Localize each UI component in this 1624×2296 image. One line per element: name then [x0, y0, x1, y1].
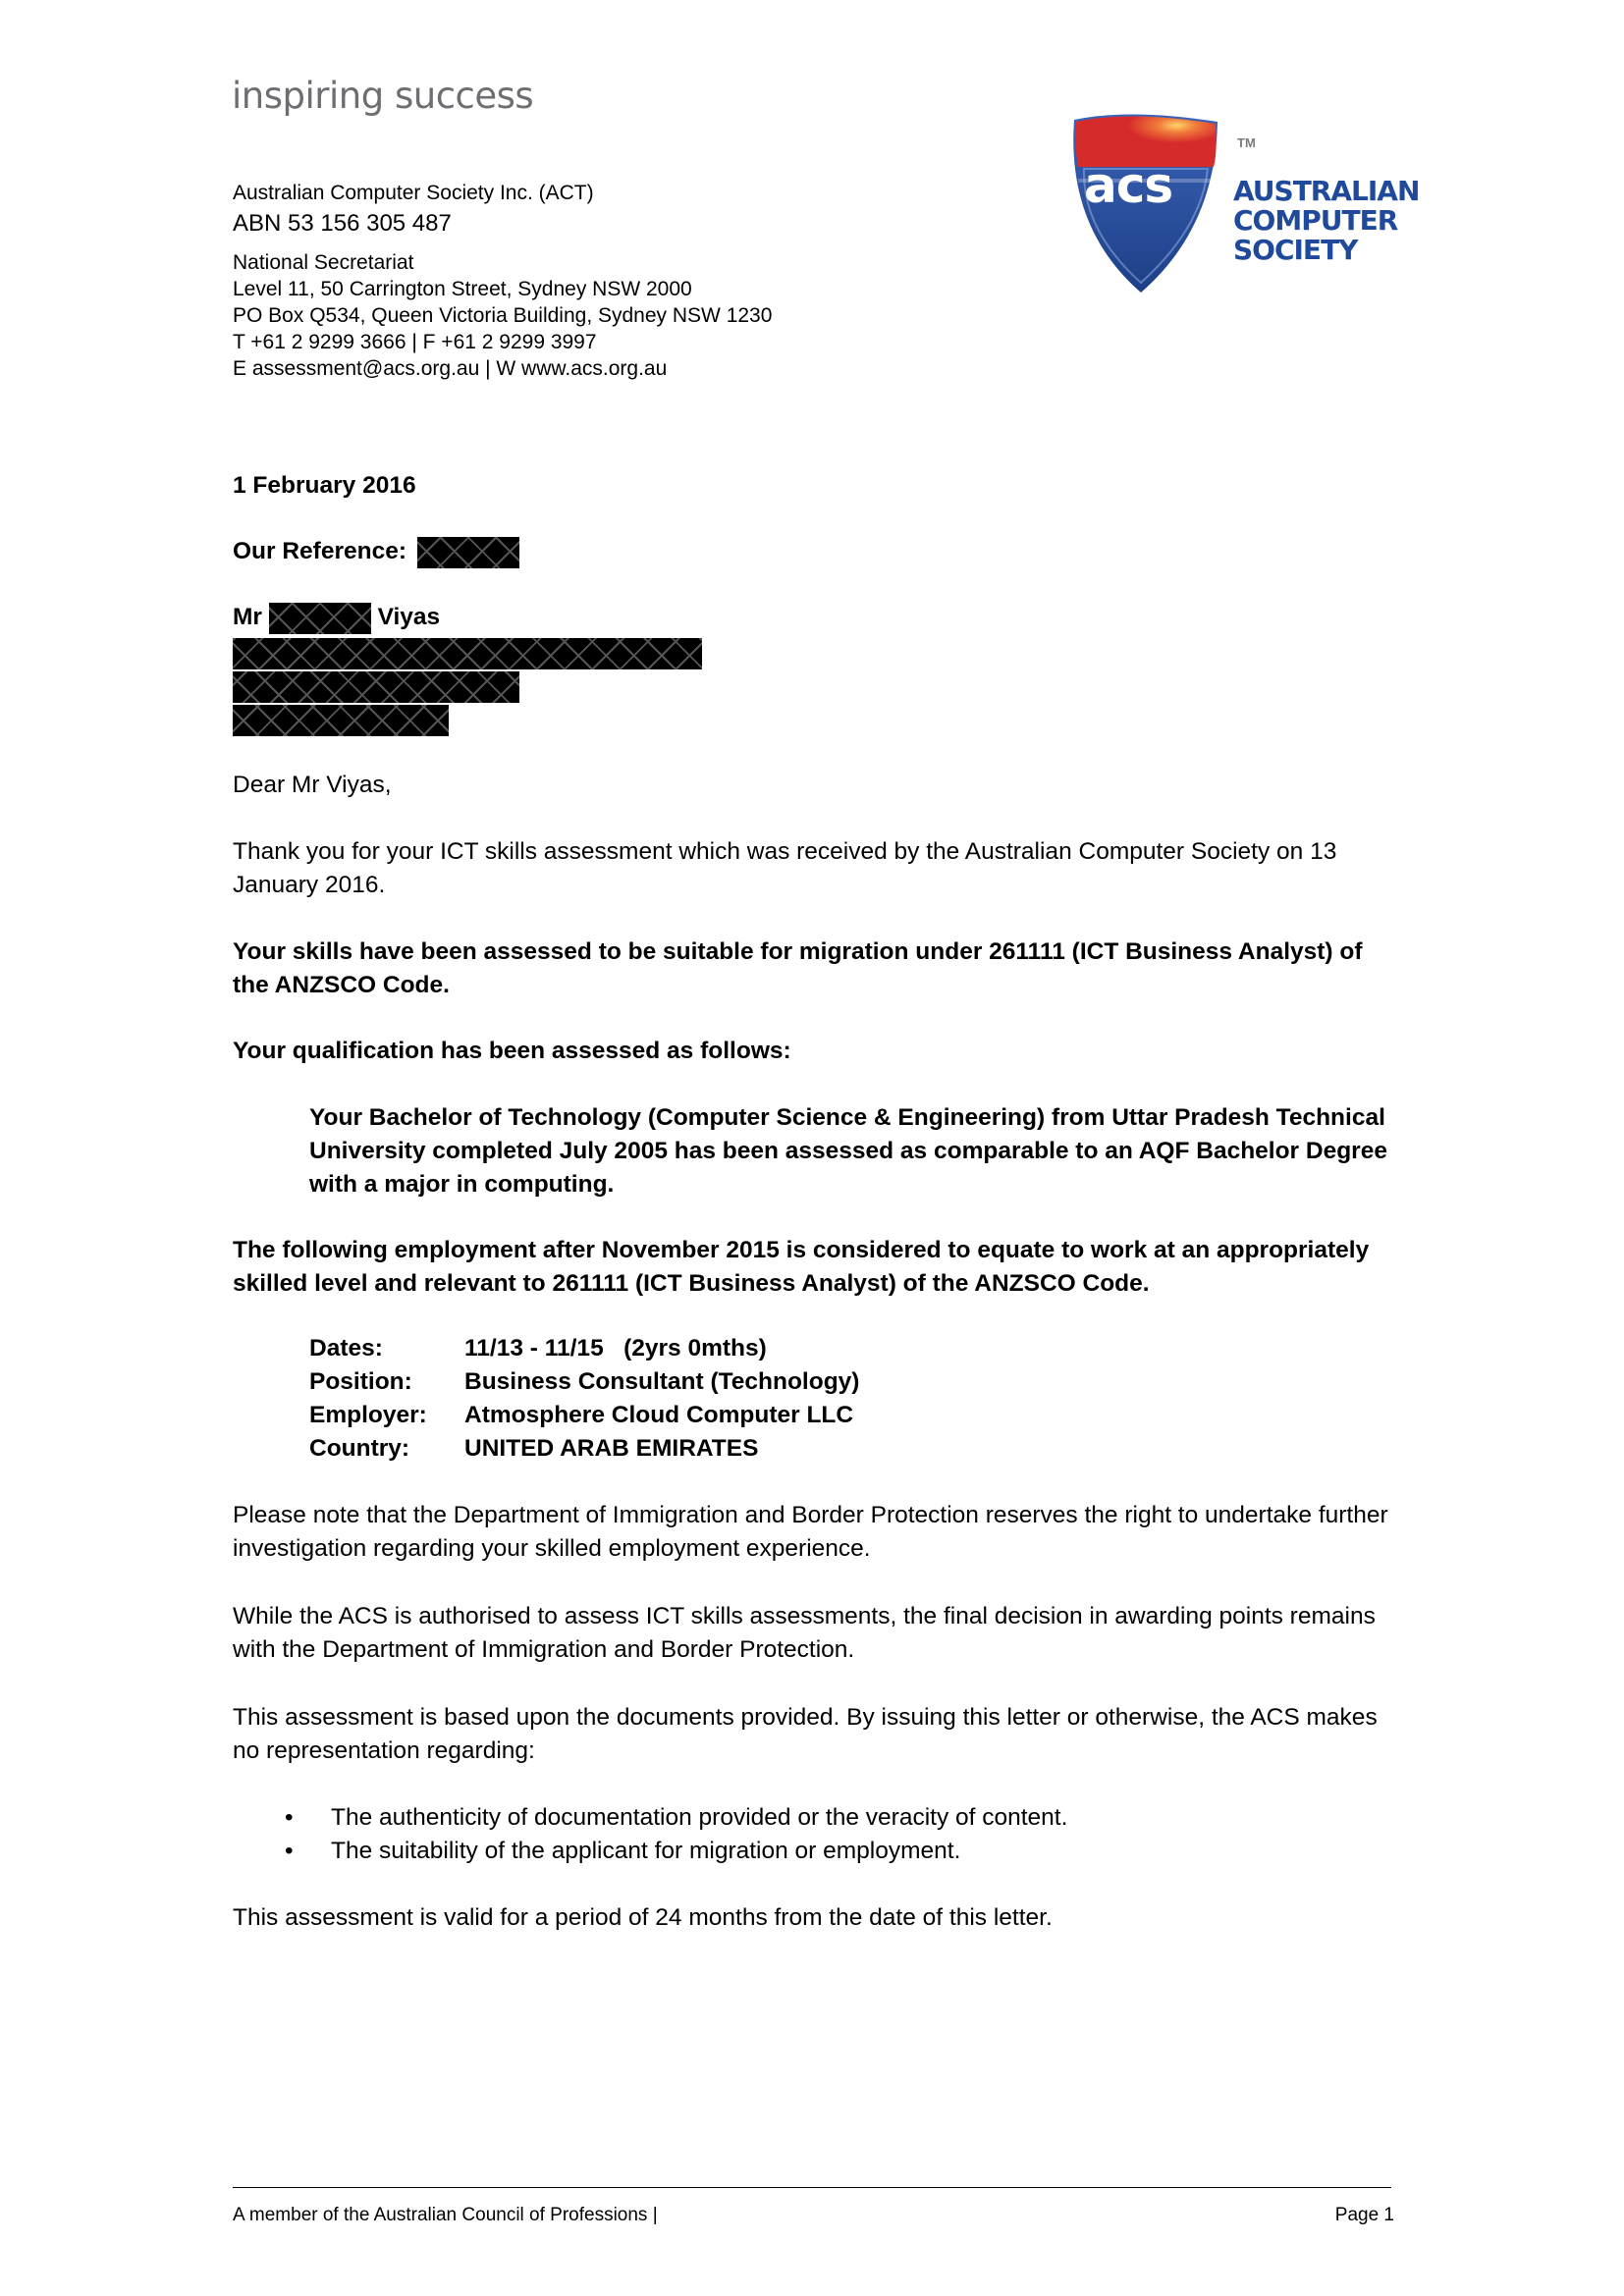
reference-line [233, 535, 1391, 568]
employment-value: Atmosphere Cloud Computer LLC [464, 1402, 854, 1428]
employment-value: Business Consultant (Technology) [464, 1368, 860, 1395]
office-name: National Secretariat [233, 251, 414, 274]
recipient-name [233, 601, 1391, 634]
phone-fax-line: T +61 2 9299 3666 | F +61 2 9299 3997 [233, 331, 597, 353]
employment-row [309, 1399, 859, 1432]
abn: ABN 53 156 305 487 [233, 210, 452, 237]
employment-label: Position: [309, 1368, 412, 1395]
employment-row [309, 1332, 859, 1365]
logo-line-3: SOCIETY [1233, 234, 1358, 266]
employment-heading: The following employment after November 2015 is considered to equate to work at an appropriately skilled level and relevant to 261111 (ICT Business Analyst) of the ANZSCO Code. [233, 1237, 1370, 1297]
logo-tm: TM [1237, 135, 1256, 150]
recipient-surname: Viyas [377, 604, 441, 630]
footer-membership: A member of the Australian Council of Professions | [233, 2205, 658, 2225]
validity-statement: This assessment is valid for a period of 24 months from the date of this letter. [233, 1904, 1053, 1931]
reference-label: Our Reference: [233, 538, 407, 564]
footer-divider [233, 2187, 1391, 2188]
note-immigration: Please note that the Department of Immigration and Border Protection reserves the right to undertake further investigation regarding your skilled employment experience. [233, 1502, 1388, 1562]
qualification-detail: Your Bachelor of Technology (Computer Science & Engineering) from Uttar Pradesh Technical University completed July 2005 has been assessed as comparable to an AQF Bachelor Degree with a major in computing. [309, 1104, 1387, 1198]
employment-row [309, 1432, 859, 1466]
org-name: Australian Computer Society Inc. (ACT) [233, 182, 594, 204]
page-number: Page 1 [1334, 2205, 1394, 2225]
employment-value: 11/13 - 11/15 (2yrs 0mths) [464, 1335, 767, 1362]
list-item: • The authenticity of documentation provided or the veracity of content. [233, 1801, 1391, 1835]
recipient-title: Mr [233, 604, 262, 630]
employment-row [309, 1365, 859, 1399]
logo-line-2: COMPUTER [1233, 204, 1398, 237]
redacted-address-line-1 [233, 638, 702, 669]
acs-logo [1070, 110, 1420, 296]
logo-line-1: AUSTRALIAN [1233, 175, 1420, 207]
note-representation: This assessment is based upon the documents provided. By issuing this letter or otherwise, the ACS makes no representation regarding: [233, 1704, 1378, 1764]
address-line-2: PO Box Q534, Queen Victoria Building, Sydney NSW 1230 [233, 304, 773, 327]
logo-wordmark [1233, 177, 1419, 265]
intro-paragraph: Thank you for your ICT skills assessment which was received by the Australian Computer Society on 13 January 2016. [233, 838, 1337, 898]
email-web-line: E assessment@acs.org.au | W www.acs.org.au [233, 357, 668, 380]
logo-mark: acs [1084, 157, 1173, 214]
qualification-heading: Your qualification has been assessed as follows: [233, 1038, 791, 1064]
employment-label: Dates: [309, 1335, 383, 1362]
letter-date: 1 February 2016 [233, 472, 416, 499]
redacted-address-line-3 [233, 705, 449, 736]
address-line-1: Level 11, 50 Carrington Street, Sydney NSW 2000 [233, 278, 692, 300]
employment-value: UNITED ARAB EMIRATES [464, 1435, 759, 1462]
disclaimer-list [233, 1801, 1391, 1868]
salutation: Dear Mr Viyas, [233, 772, 392, 798]
employment-label: Country: [309, 1435, 410, 1462]
assessment-result: Your skills have been assessed to be suitable for migration under 261111 (ICT Business Analyst) of the ANZSCO Code. [233, 938, 1363, 998]
employment-table [309, 1332, 859, 1466]
redacted-reference [417, 537, 519, 568]
tagline: inspiring success [232, 75, 534, 117]
redacted-first-name [269, 603, 371, 634]
redacted-address-line-2 [233, 671, 519, 703]
employment-label: Employer: [309, 1402, 427, 1428]
list-item: • The suitability of the applicant for migration or employment. [233, 1835, 1391, 1868]
note-points: While the ACS is authorised to assess ICT skills assessments, the final decision in awarding points remains with the Department of Immigration and Border Protection. [233, 1603, 1376, 1663]
